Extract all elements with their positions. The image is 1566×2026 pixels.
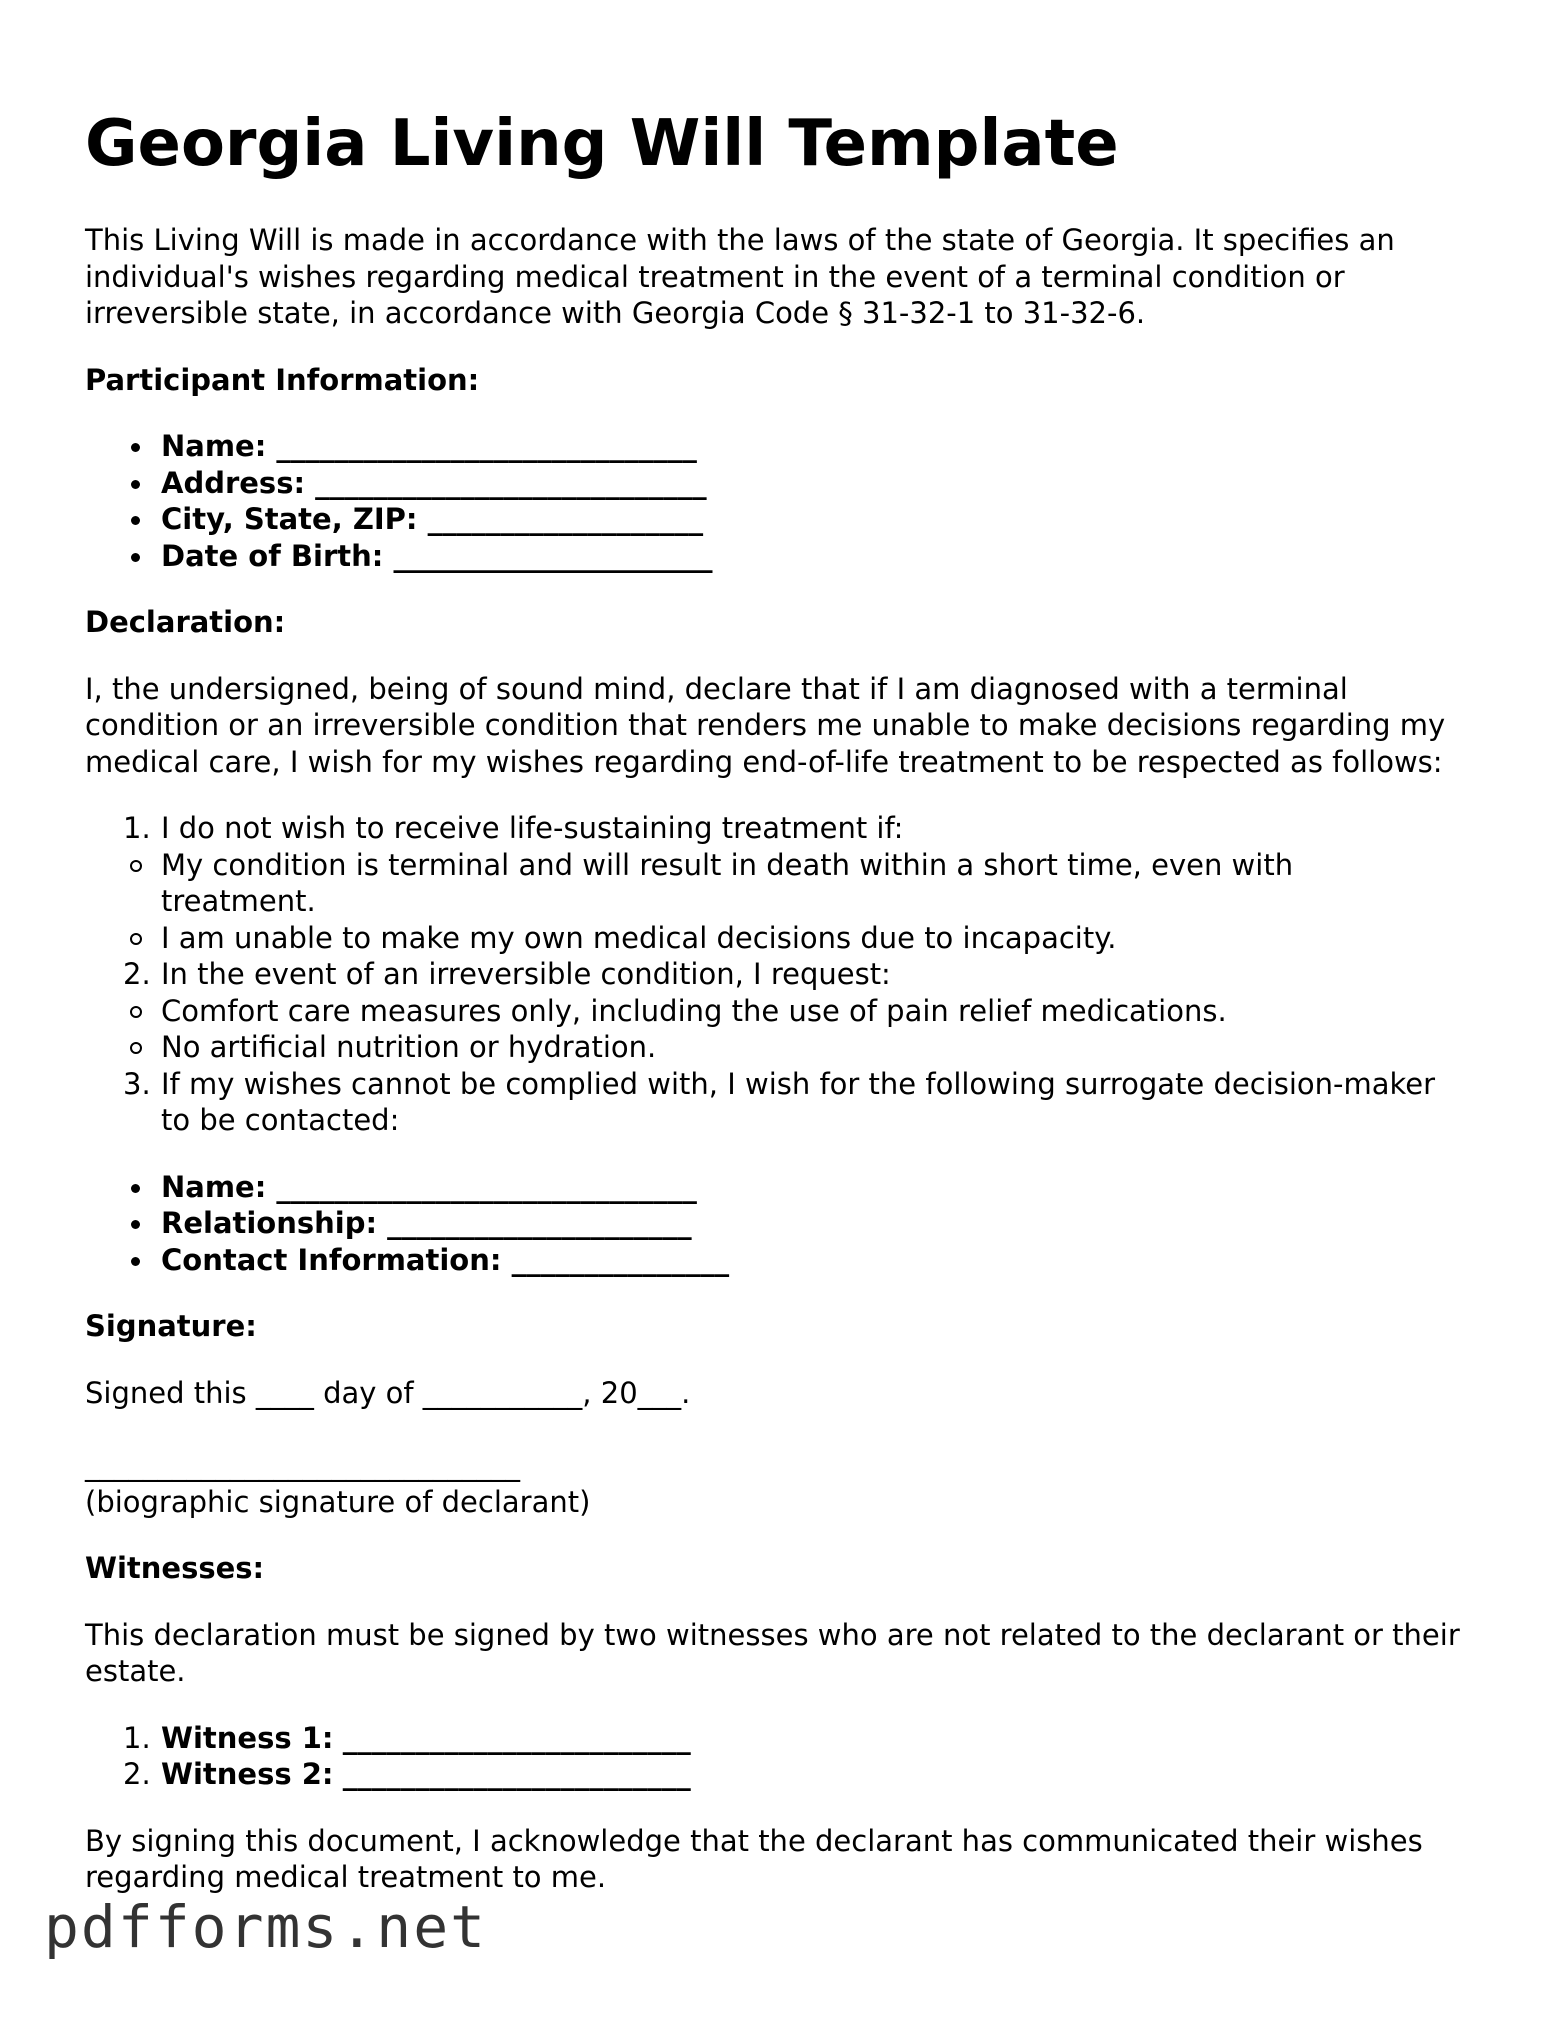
watermark: pdfforms.net [44, 1893, 488, 1961]
sub-list-item: I am unable to make my own medical decisions due to incapacity. [85, 920, 1409, 957]
declaration-subitems-1 [161, 847, 1485, 957]
closing-paragraph: By signing this document, I acknowledge that the declarant has communicated their wishes regarding medical treatment to me. [85, 1823, 1423, 1894]
witness-label: Witness 1: [161, 1720, 334, 1755]
witness-1-field [85, 1720, 1485, 1757]
signed-date-line: Signed this ____ day of ___________, 20___. [85, 1375, 691, 1410]
witnesses-heading: Witnesses: [85, 1551, 265, 1585]
sub-list-item: My condition is terminal and will result in death within a short time, even with treatment. [85, 847, 1409, 920]
participant-heading: Participant Information: [85, 362, 480, 397]
surrogate-fields [85, 1169, 1485, 1279]
page-title: Georgia Living Will Template [85, 107, 1119, 181]
witnesses-paragraph: This declaration must be signed by two witnesses who are not related to the declarant or their estate. [85, 1617, 1460, 1688]
list-item-text: If my wishes cannot be complied with, I wish for the following surrogate decision-maker to be contacted: [161, 1066, 1436, 1137]
declaration-item-1 [85, 810, 1485, 956]
list-number: 1. [123, 1720, 151, 1755]
witness-list [85, 1720, 1485, 1793]
participant-name-field: Name: _____________________________ [85, 428, 1485, 465]
list-item-text: I do not wish to receive life-sustaining treatment if: [161, 811, 904, 845]
list-number: 3. [123, 1066, 151, 1101]
witness-blank: ________________________ [342, 1720, 691, 1755]
participant-dob-field: Date of Birth: ______________________ [85, 538, 1485, 575]
witness-label: Witness 2: [161, 1757, 334, 1791]
list-number: 1. [123, 811, 151, 845]
declaration-item-3 [85, 1066, 1451, 1139]
declaration-paragraph: I, the undersigned, being of sound mind, declare that if I am diagnosed with a terminal condition or an irreversible condition that renders me unable to make decisions regarding my medical care, I wish for my wishes regarding end-of-life treatment to be respected as follows: [85, 671, 1446, 779]
signature-caption: (biographic signature of declarant) [85, 1484, 591, 1519]
list-item-text: In the event of an irreversible condition, I request: [161, 957, 891, 991]
list-number: 2. [123, 1757, 151, 1791]
signature-line: ______________________________ [85, 1448, 520, 1482]
participant-fields [85, 428, 1485, 574]
declaration-subitems-2 [161, 993, 1485, 1066]
witness-blank: ________________________ [342, 1757, 691, 1791]
surrogate-name-field: Name: _____________________________ [85, 1169, 1485, 1206]
sub-list-item: No artificial nutrition or hydration. [85, 1029, 1409, 1066]
participant-city-field: City, State, ZIP: ___________________ [85, 501, 1485, 538]
witness-2-field [85, 1756, 1485, 1793]
declaration-item-2 [85, 956, 1485, 1066]
surrogate-relationship-field: Relationship: _____________________ [85, 1205, 1485, 1242]
intro-paragraph: This Living Will is made in accordance with the laws of the state of Georgia. It specifies an individual's wishes regarding medical treatment in the event of a terminal condition or irreversible state, in accordance with Georgia Code § 31-32-1 to 31-32-6. [85, 223, 1395, 330]
signature-heading: Signature: [85, 1309, 257, 1343]
declaration-list [85, 810, 1485, 1139]
document-body [85, 222, 1485, 1926]
declaration-heading: Declaration: [85, 605, 286, 639]
surrogate-contact-field: Contact Information: _______________ [85, 1242, 1485, 1279]
list-number: 2. [123, 957, 151, 991]
sub-list-item: Comfort care measures only, including the use of pain relief medications. [85, 993, 1409, 1030]
participant-address-field: Address: ___________________________ [85, 465, 1485, 502]
